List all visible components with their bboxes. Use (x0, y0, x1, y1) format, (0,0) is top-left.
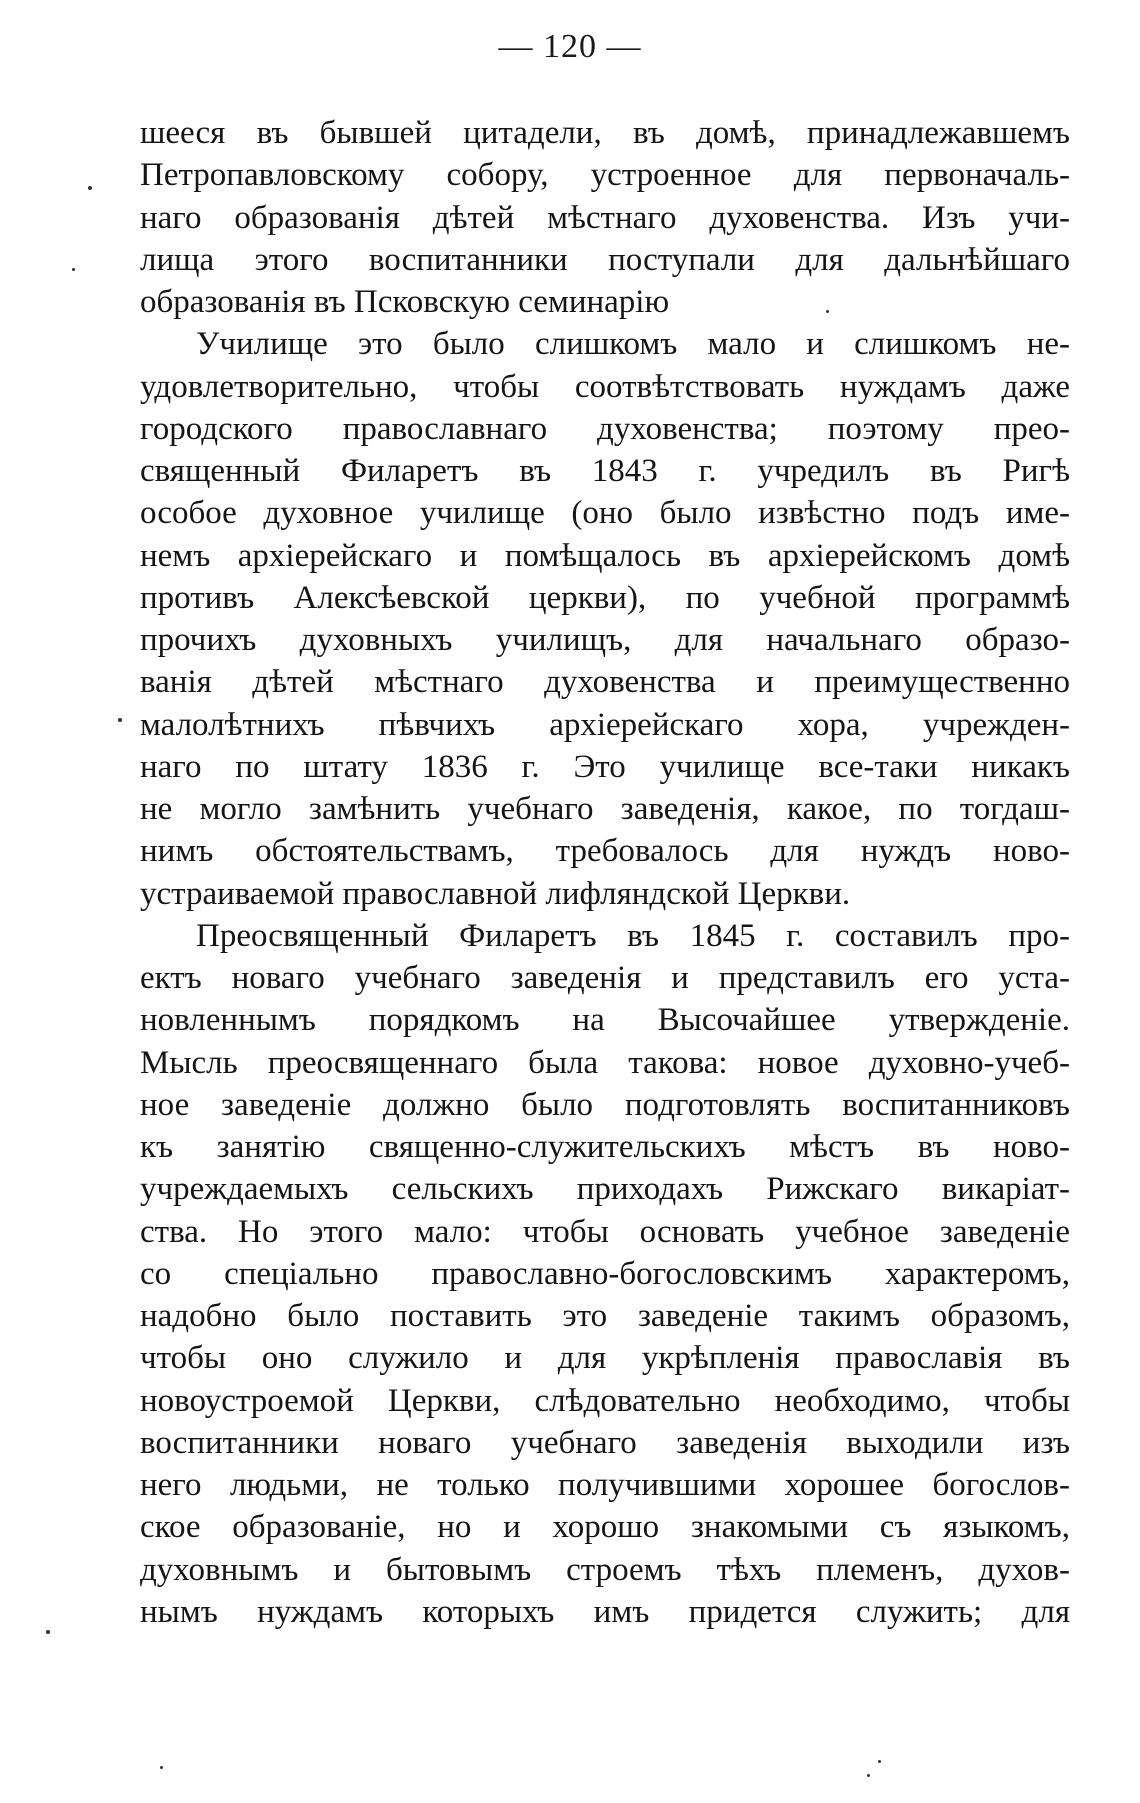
text-line: наго по штату 1836 г. Это училище все-таки никакъ (140, 748, 1070, 785)
print-speck (118, 718, 122, 722)
paragraph-start-line: Училище это было слишкомъ мало и слишкомъ не- (196, 326, 1070, 363)
text-line: шееся въ бывшей цитадели, въ домѣ, принадлежавшемъ (140, 115, 1070, 151)
paragraph-start-line: Преосвященный Филаретъ въ 1845 г. составилъ про- (196, 917, 1070, 954)
text-line: Мысль преосвященнаго была такова: новое духовно-учеб- (140, 1044, 1070, 1081)
text-line: чтобы оно служило и для укрѣпленія православія въ (140, 1340, 1070, 1377)
text-line: прочихъ духовныхъ училищъ, для начальнаго образо- (140, 622, 1070, 658)
text-line: новленнымъ порядкомъ на Высочайшее утвержденіе. (140, 1002, 1070, 1039)
text-line: нимъ обстоятельствамъ, требовалось для нуждъ ново- (140, 833, 1070, 870)
text-line: особое духовное училище (оно было извѣстно подъ име- (140, 495, 1070, 532)
text-line: новоустроемой Церкви, слѣдовательно необходимо, чтобы (140, 1382, 1070, 1419)
text-line: Петропавловскому собору, устроенное для первоначаль- (140, 157, 1070, 194)
text-line: не могло замѣнить учебнаго заведенія, какое, по тогдаш- (140, 791, 1070, 827)
text-line: учреждаемыхъ сельскихъ приходахъ Рижскаго викаріат- (140, 1171, 1070, 1208)
text-line: городского православнаго духовенства; поэтому прео- (140, 410, 1070, 447)
text-line: устраиваемой православной лифляндской Церкви. (140, 875, 851, 912)
text-line: нымъ нуждамъ которыхъ имъ придется служить; для (140, 1593, 1070, 1630)
text-line: удовлетворительно, чтобы соотвѣтствовать нуждамъ даже (140, 368, 1070, 405)
text-line: лища этого воспитанники поступали для дальнѣйшаго (140, 241, 1070, 278)
text-line: немъ архіерейскаго и помѣщалось въ архіерейскомъ домѣ (140, 537, 1070, 574)
page-number: — 120 — (498, 28, 642, 65)
text-line: ектъ новаго учебнаго заведенія и представилъ его уста- (140, 960, 1070, 996)
print-speck (46, 1630, 50, 1634)
text-line: духовнымъ и бытовымъ строемъ тѣхъ племенъ, духов- (140, 1551, 1070, 1588)
text-line: ства. Но этого мало: чтобы основать учебное заведеніе (140, 1213, 1070, 1250)
text-line: ское образованіе, но и хорошо знакомыми съ языкомъ, (140, 1509, 1070, 1546)
text-line: къ занятію священно-служительскихъ мѣстъ въ ново- (140, 1129, 1070, 1165)
text-line: малолѣтнихъ пѣвчихъ архіерейскаго хора, учрежден- (140, 706, 1070, 743)
print-speck (867, 1774, 870, 1777)
text-line: образованія въ Псковскую семинарію (140, 284, 670, 320)
text-line: надобно было поставить это заведеніе такимъ образомъ, (140, 1298, 1070, 1334)
print-speck (88, 186, 92, 190)
text-line: противъ Алексѣевской церкви), по учебной программѣ (140, 579, 1070, 616)
text-line: священный Филаретъ въ 1843 г. учредилъ въ Ригѣ (140, 453, 1070, 489)
print-speck (160, 1766, 163, 1769)
text-line: ванія дѣтей мѣстнаго духовенства и преимущественно (140, 664, 1070, 701)
text-line: воспитанники новаго учебнаго заведенія выходили изъ (140, 1424, 1070, 1461)
text-line: ное заведеніе должно было подготовлять воспитанниковъ (140, 1086, 1070, 1123)
print-speck (878, 1760, 881, 1763)
print-speck (826, 310, 829, 313)
body-text (140, 112, 1070, 1633)
print-speck (72, 268, 75, 271)
text-line: наго образованія дѣтей мѣстнаго духовенства. Изъ учи- (140, 199, 1070, 236)
text-line: со спеціально православно-богословскимъ характеромъ, (140, 1255, 1070, 1292)
text-line: него людьми, не только получившими хорошее богослов- (140, 1467, 1070, 1503)
